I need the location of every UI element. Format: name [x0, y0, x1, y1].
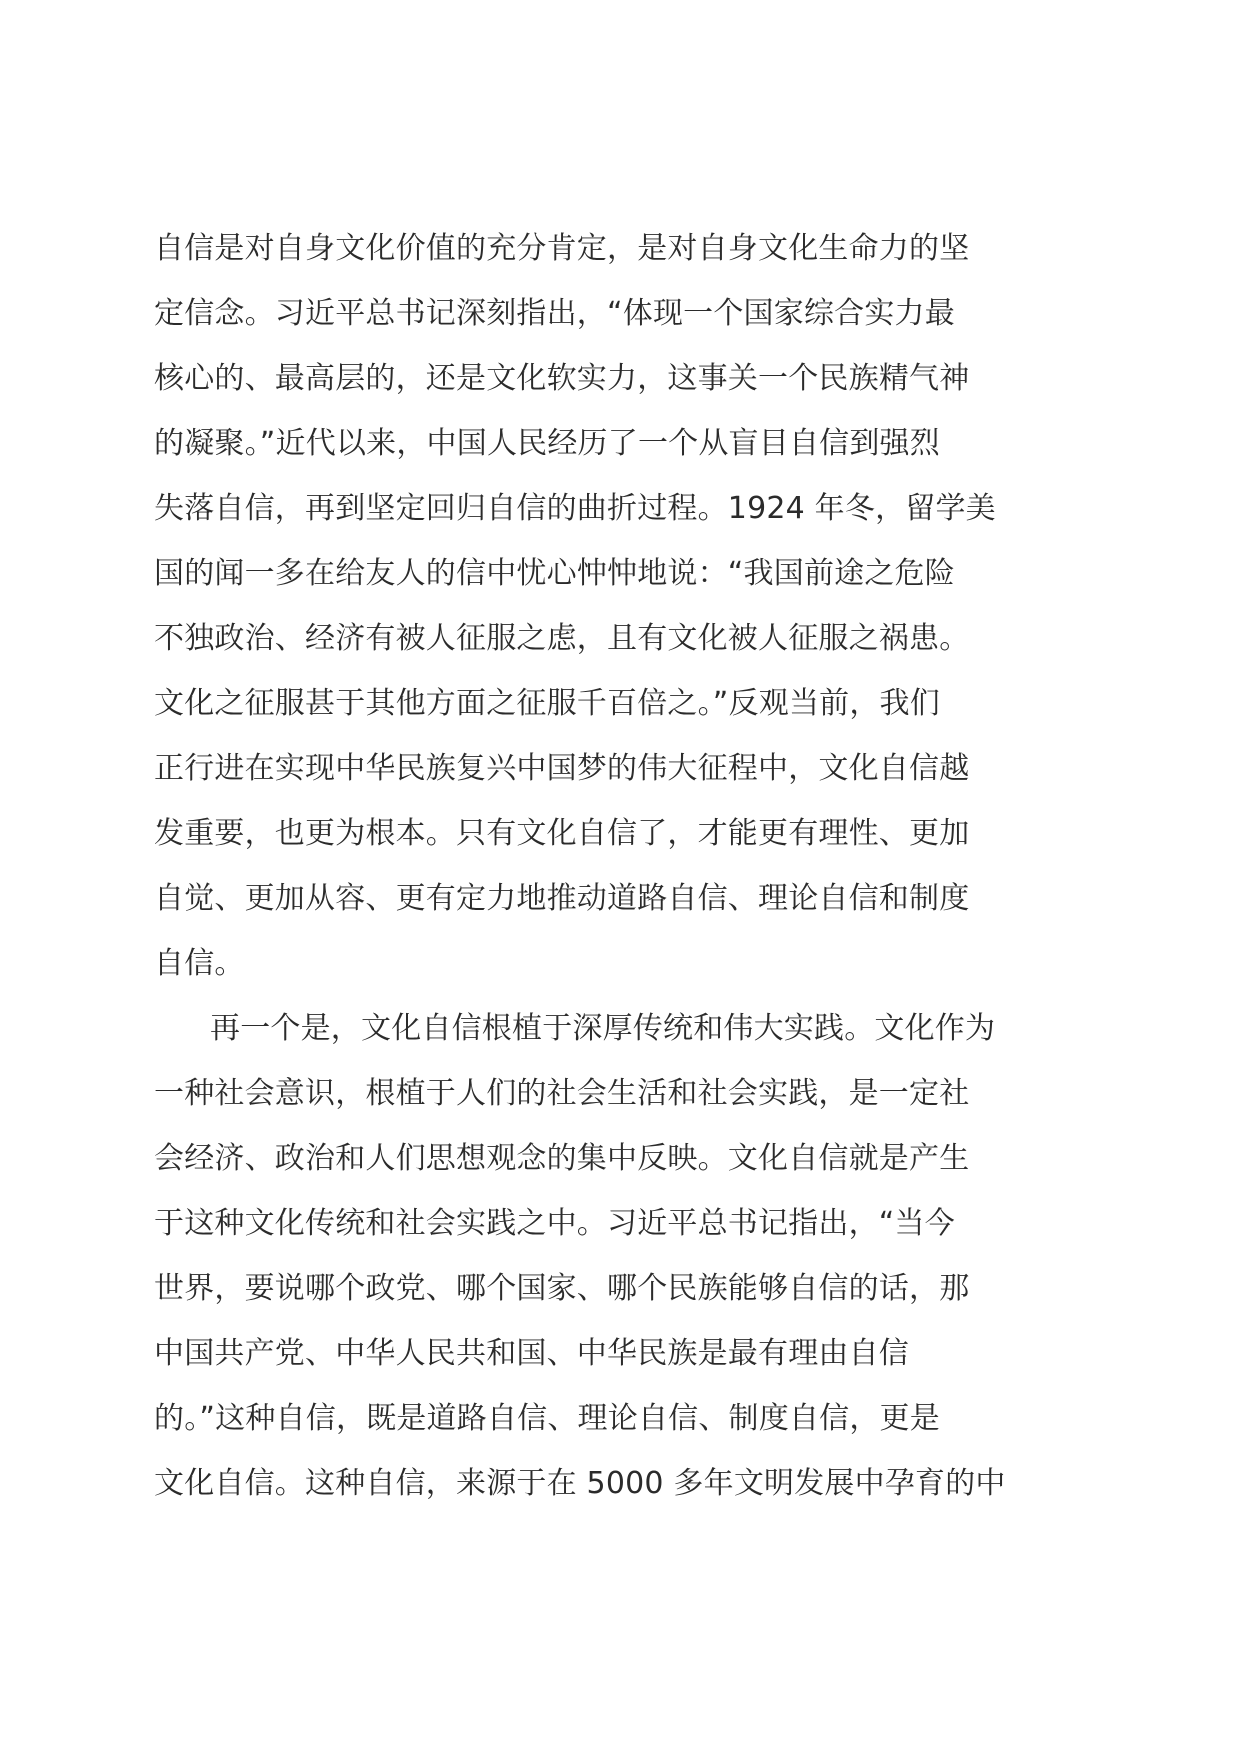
paragraph-line: 中国共产党、中华人民共和国、中华民族是最有理由自信 — [154, 1336, 909, 1371]
paragraph-line: 再一个是，文化自信根植于深厚传统和伟大实践。文化作为 — [210, 1011, 996, 1046]
paragraph-line: 定信念。习近平总书记深刻指出，“体现一个国家综合实力最 — [154, 296, 955, 331]
paragraph-line: 于这种文化传统和社会实践之中。习近平总书记指出，“当今 — [154, 1206, 955, 1241]
paragraph-line: 一种社会意识，根植于人们的社会生活和社会实践，是一定社 — [154, 1076, 970, 1111]
paragraph-line: 的凝聚。”近代以来，中国人民经历了一个从盲目自信到强烈 — [154, 426, 940, 461]
paragraph-line: 发重要，也更为根本。只有文化自信了，才能更有理性、更加 — [154, 816, 970, 851]
paragraph-line: 正行进在实现中华民族复兴中国梦的伟大征程中，文化自信越 — [154, 751, 970, 786]
paragraph-line: 不独政治、经济有被人征服之虑，且有文化被人征服之祸患。 — [154, 621, 970, 656]
paragraph-line: 会经济、政治和人们思想观念的集中反映。文化自信就是产生 — [154, 1141, 970, 1176]
paragraph-line: 文化自信。这种自信，来源于在 5000 多年文明发展中孕育的中 — [154, 1466, 1006, 1501]
paragraph-line: 自觉、更加从容、更有定力地推动道路自信、理论自信和制度 — [154, 881, 970, 916]
paragraph-line: 世界，要说哪个政党、哪个国家、哪个民族能够自信的话，那 — [154, 1271, 970, 1306]
paragraph-line: 国的闻一多在给友人的信中忧心忡忡地说：“我国前途之危险 — [154, 556, 955, 591]
paragraph-line: 自信是对自身文化价值的充分肯定，是对自身文化生命力的坚 — [154, 231, 970, 266]
paragraph-line: 文化之征服甚于其他方面之征服千百倍之。”反观当前，我们 — [154, 686, 940, 721]
paragraph-line: 的。”这种自信，既是道路自信、理论自信、制度自信，更是 — [154, 1401, 940, 1436]
paragraph-line: 自信。 — [154, 946, 245, 981]
paragraph-line: 核心的、最高层的，还是文化软实力，这事关一个民族精气神 — [154, 361, 970, 396]
body-text — [154, 216, 1094, 1516]
paragraph-line: 失落自信，再到坚定回归自信的曲折过程。1924 年冬，留学美 — [154, 491, 996, 526]
